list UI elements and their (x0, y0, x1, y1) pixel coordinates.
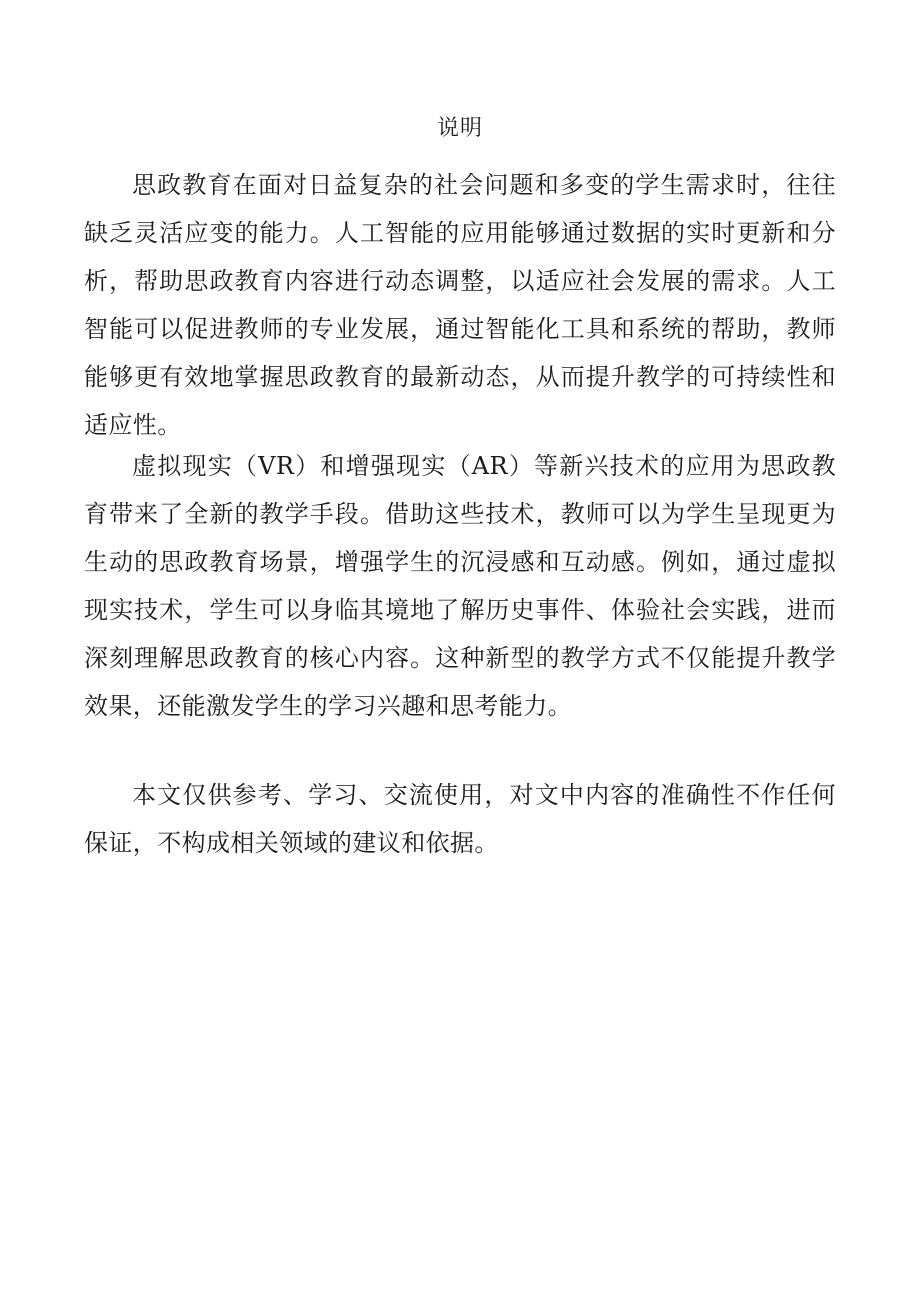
paragraph-disclaimer: 本文仅供参考、学习、交流使用，对文中内容的准确性不作任何保证，不构成相关领域的建议和依据。 (84, 781, 836, 857)
paragraph-vr-ar: 虚拟现实（VR）和增强现实（AR）等新兴技术的应用为思政教育带来了全新的教学手段。借助这些技术，教师可以为学生呈现更为生动的思政教育场景，增强学生的沉浸感和互动感。例如，通过虚拟现实技术，学生可以身临其境地了解历史事件、体验社会实践，进而深刻理解思政教育的核心内容。这种新型的教学方式不仅能提升教学效果，还能激发学生的学习兴趣和思考能力。 (84, 452, 836, 720)
document-title: 说明 (436, 116, 483, 141)
paragraph-ai-education: 思政教育在面对日益复杂的社会问题和多变的学生需求时，往往缺乏灵活应变的能力。人工智能的应用能够通过数据的实时更新和分析，帮助思政教育内容进行动态调整，以适应社会发展的需求。人工智能可以促进教师的专业发展，通过智能化工具和系统的帮助，教师能够更有效地掌握思政教育的最新动态，从而提升教学的可持续性和适应性。 (84, 171, 836, 439)
